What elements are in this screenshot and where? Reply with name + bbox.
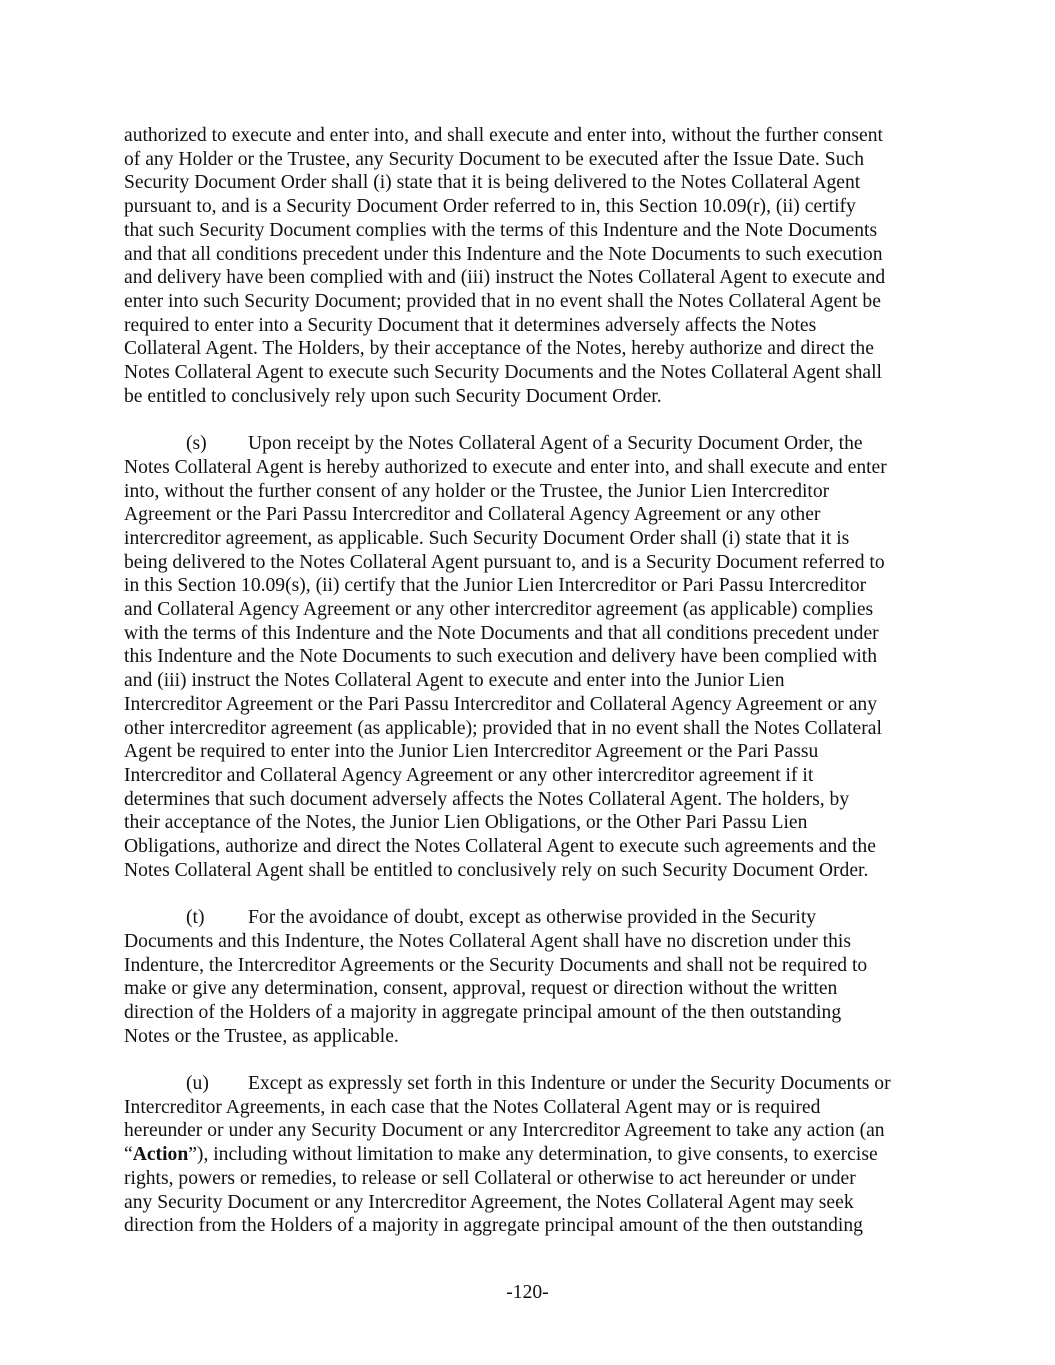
paragraph-line: Notes Collateral Agent shall be entitled to conclusively rely on such Security Document Order. [124, 859, 869, 881]
paragraph-t [124, 906, 936, 1048]
paragraph-continued [124, 124, 936, 408]
paragraph-line: and (iii) instruct the Notes Collateral Agent to execute and enter into the Junior Lien [124, 670, 785, 692]
paragraph-line: hereunder or under any Security Document or any Intercreditor Agreement to take any action (an [124, 1120, 885, 1142]
paragraph-line: Intercreditor and Collateral Agency Agreement or any other intercreditor agreement if it [124, 764, 814, 786]
paragraph-line: pursuant to, and is a Security Document Order referred to in, this Section 10.09(r), (ii) certify [124, 196, 856, 218]
paragraph-line: be entitled to conclusively rely upon such Security Document Order. [124, 385, 662, 407]
paragraph-line: and delivery have been complied with and (iii) instruct the Notes Collateral Agent to execute and [124, 267, 886, 289]
paragraph-line: Notes or the Trustee, as applicable. [124, 1025, 399, 1047]
paragraph-line: this Indenture and the Note Documents to such execution and delivery have been complied with [124, 646, 878, 668]
paragraph-line: (s) Upon receipt by the Notes Collateral Agent of a Security Document Order, the [186, 433, 863, 455]
paragraph-line: determines that such document adversely affects the Notes Collateral Agent. The holders, by [124, 788, 850, 810]
paragraph-line: enter into such Security Document; provided that in no event shall the Notes Collateral Agent be [124, 290, 881, 312]
paragraph-line: direction of the Holders of a majority in aggregate principal amount of the then outstanding [124, 1001, 842, 1023]
paragraph-line: their acceptance of the Notes, the Junior Lien Obligations, or the Other Pari Passu Lien [124, 812, 808, 834]
paragraph-line: Security Document Order shall (i) state that it is being delivered to the Notes Collateral Agent [124, 172, 861, 194]
paragraph-marker: (u) [186, 1073, 209, 1095]
paragraph-line: Obligations, authorize and direct the Notes Collateral Agent to execute such agreements and the [124, 836, 876, 858]
paragraph-line: and Collateral Agency Agreement or any other intercreditor agreement (as applicable) complies [124, 599, 874, 621]
paragraph-list [124, 124, 936, 1048]
paragraph-line: rights, powers or remedies, to release or sell Collateral or otherwise to act hereunder or under [124, 1167, 856, 1189]
paragraph-line: Intercreditor Agreements, in each case that the Notes Collateral Agent may or is required [124, 1096, 821, 1118]
paragraph-line: Notes Collateral Agent is hereby authorized to execute and enter into, and shall execute and enter [124, 456, 887, 478]
paragraph-marker: (s) [186, 433, 207, 455]
paragraph-line: Intercreditor Agreement or the Pari Passu Intercreditor and Collateral Agency Agreement or any [124, 693, 877, 715]
paragraph-line: being delivered to the Notes Collateral Agent pursuant to, and is a Security Document referred to [124, 551, 885, 573]
paragraph-u [124, 1072, 936, 1238]
paragraph-line: Documents and this Indenture, the Notes Collateral Agent shall have no discretion under this [124, 930, 851, 952]
paragraph-line: other intercreditor agreement (as applicable); provided that in no event shall the Notes Collateral [124, 717, 882, 739]
paragraph-s [124, 432, 936, 882]
paragraph-line: in this Section 10.09(s), (ii) certify that the Junior Lien Intercreditor or Pari Passu Intercreditor [124, 575, 867, 597]
paragraph-line: Indenture, the Intercreditor Agreements or the Security Documents and shall not be required to [124, 954, 868, 976]
paragraph-line: Agent be required to enter into the Junior Lien Intercreditor Agreement or the Pari Passu [124, 741, 819, 763]
paragraph-line: (t) For the avoidance of doubt, except as otherwise provided in the Security [186, 907, 817, 929]
paragraph-line: make or give any determination, consent, approval, request or direction without the written [124, 978, 838, 1000]
paragraph-line: Notes Collateral Agent to execute such Security Documents and the Notes Collateral Agent shall [124, 362, 882, 384]
paragraph-line: intercreditor agreement, as applicable. Such Security Document Order shall (i) state that it is [124, 527, 850, 549]
paragraph-line: required to enter into a Security Document that it determines adversely affects the Notes [124, 314, 817, 336]
paragraph-marker: (t) [186, 907, 205, 929]
page-number: -120- [506, 1282, 549, 1303]
paragraph-line: Collateral Agent. The Holders, by their acceptance of the Notes, hereby authorize and direct the [124, 338, 874, 360]
paragraph-line: direction from the Holders of a majority in aggregate principal amount of the then outstanding [124, 1215, 863, 1237]
paragraph-line: that such Security Document complies with the terms of this Indenture and the Note Documents [124, 219, 878, 241]
defined-term-action: Action [132, 1144, 189, 1166]
paragraph-line: into, without the further consent of any holder or the Trustee, the Junior Lien Intercreditor [124, 480, 830, 502]
paragraph-line: Agreement or the Pari Passu Intercreditor and Collateral Agency Agreement or any other [124, 504, 821, 526]
paragraph-line: of any Holder or the Trustee, any Security Document to be executed after the Issue Date. Such [124, 148, 864, 170]
document-body [124, 124, 936, 1262]
paragraph-line: any Security Document or any Intercreditor Agreement, the Notes Collateral Agent may seek [124, 1191, 854, 1213]
paragraph-line: “Action”), including without limitation to make any determination, to give consents, to exercise [124, 1144, 878, 1166]
paragraph-line: authorized to execute and enter into, and shall execute and enter into, without the further consent [124, 125, 883, 146]
paragraph-line: (u) Except as expressly set forth in this Indenture or under the Security Documents or [186, 1073, 891, 1095]
paragraph-line: with the terms of this Indenture and the Note Documents and that all conditions precedent under [124, 622, 879, 644]
paragraph-line: and that all conditions precedent under this Indenture and the Note Documents to such execution [124, 243, 883, 265]
